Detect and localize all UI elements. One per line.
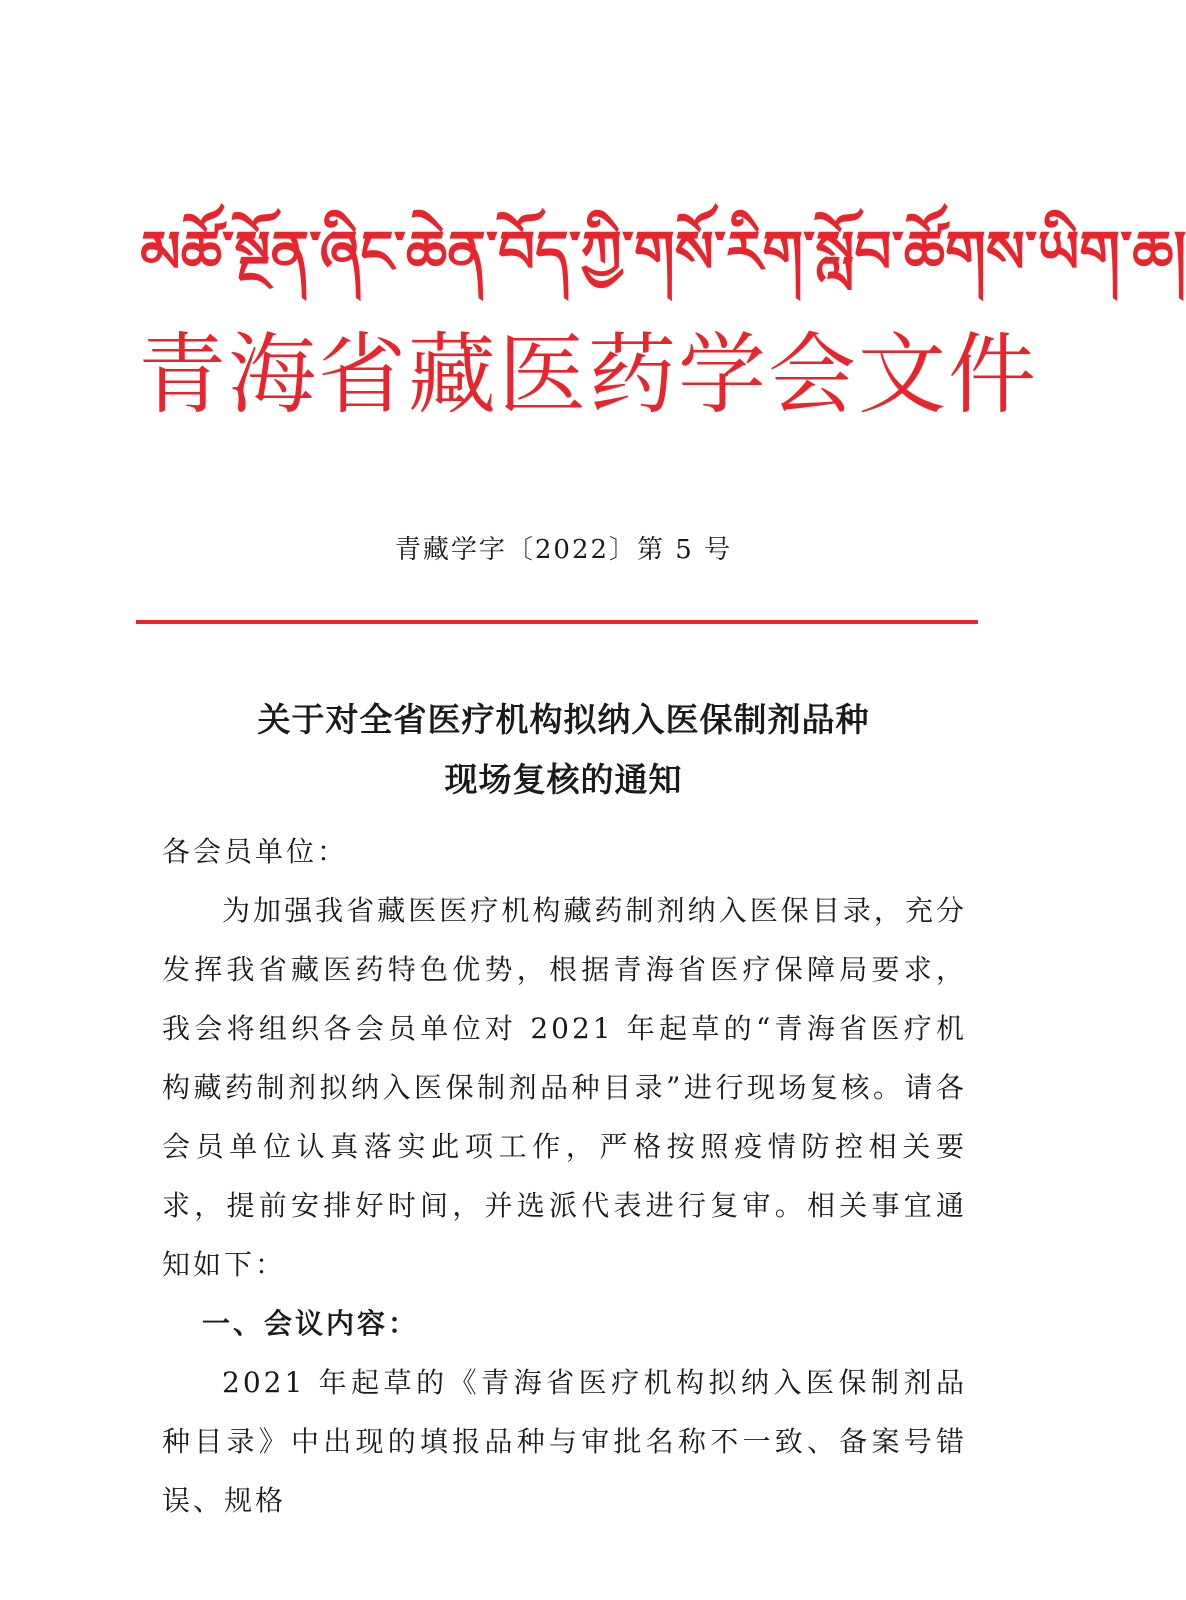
- paragraph-meeting-content: 2021 年起草的《青海省医疗机构拟纳入医保制剂品种目录》中出现的填报品种与审批名称不一致、备案号错误、规格: [162, 1366, 967, 1517]
- letterhead-chinese-title: 青海省藏医药学会文件: [138, 323, 1039, 426]
- document-title-line-1: 关于对全省医疗机构拟纳入医保制剂品种: [257, 700, 870, 739]
- paragraph-intro: 为加强我省藏医医疗机构藏药制剂纳入医保目录，充分发挥我省藏医药特色优势，根据青海省医疗保障局要求，我会将组织各会员单位对 2021 年起草的“青海省医疗机构藏药制剂拟纳入医保制剂品种目录”进行现场复核。请各会员单位认真落实此项工作，严格按照疫情防控相关要求，提前安排好时间，并选派代表进行复审。相关事宜通知如下：: [162, 894, 967, 1281]
- document-title: [0, 690, 1127, 810]
- section-heading-meeting-content: 一、会议内容：: [202, 1307, 420, 1340]
- letterhead-tibetan-title: མཚོ་སྔོན་ཞིང་ཆེན་བོད་ཀྱི་གསོ་རིག་སློབ་ཚོགས་ཡིག་ཆ།: [140, 218, 1186, 286]
- document-number: 青藏学字〔2022〕第 5 号: [394, 535, 733, 565]
- document-body: [162, 822, 967, 1530]
- document-title-line-2: 现场复核的通知: [444, 760, 683, 799]
- letterhead-divider: [136, 620, 978, 624]
- salutation: 各会员单位：: [162, 835, 349, 868]
